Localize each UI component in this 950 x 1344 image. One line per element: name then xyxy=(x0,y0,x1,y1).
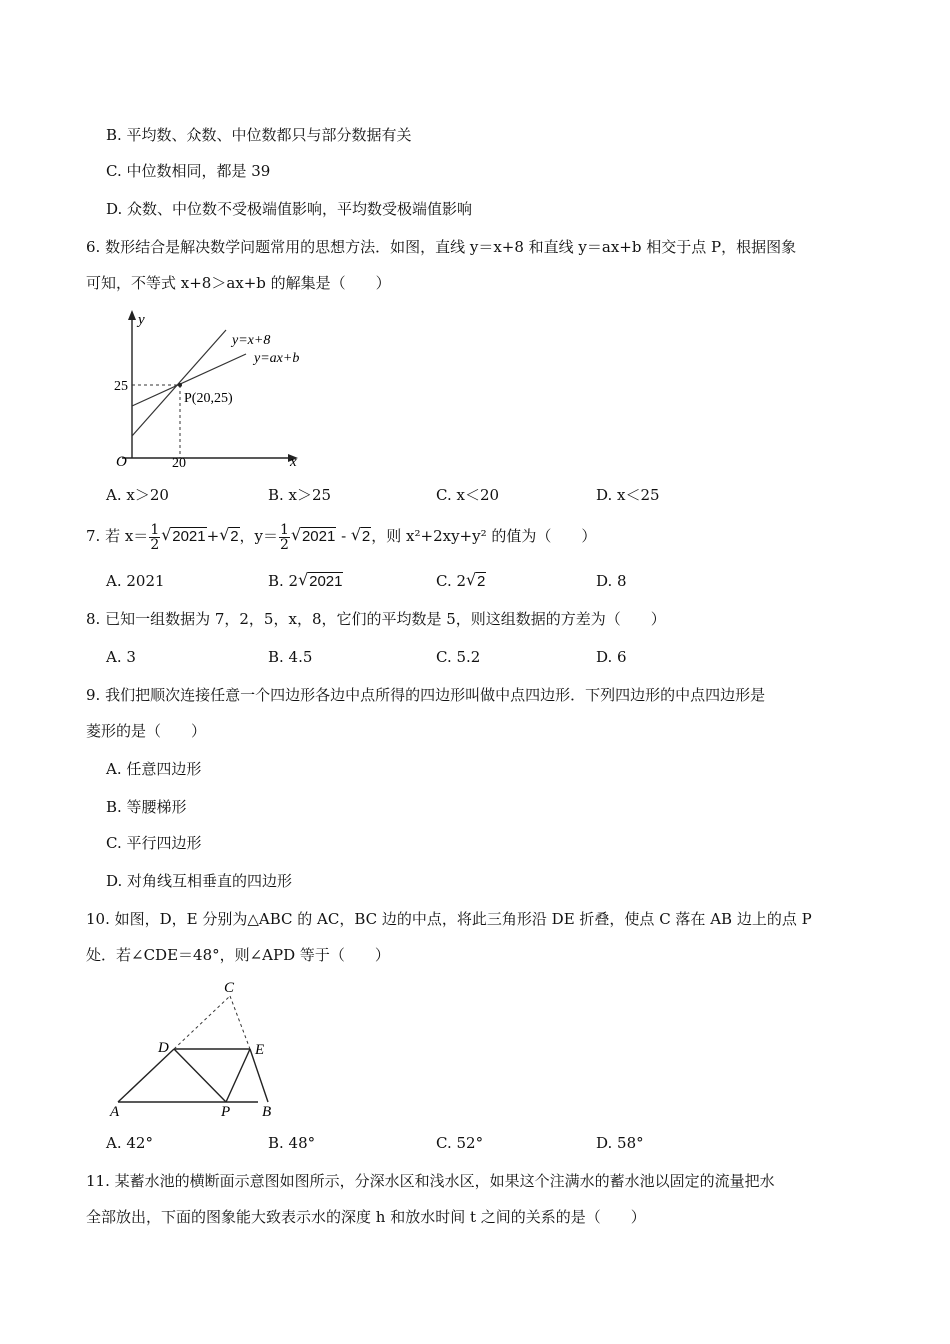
q7-option-b: B. 2√ 2021 xyxy=(268,570,343,593)
q7-suffix: ，则 x²+2xy+y² 的值为（ ） xyxy=(371,527,597,545)
q7-option-a: A. 2021 xyxy=(106,572,165,590)
q8-stem: 8. 已知一组数据为 7，2，5，x，8，它们的平均数是 5，则这组数据的方差为（ ） xyxy=(86,610,666,628)
segment-pe xyxy=(226,1049,250,1102)
q7-stem: 7. 若 x＝ $\frac{1}{2}$ √ 2021+√ 2，y＝ $\frac{1}{2}$ √ 2021 - √ 2，则 x²+2xy+y² 的值为（ ） xyxy=(86,522,596,552)
q6-option-b: B. x＞25 xyxy=(268,486,332,504)
segment-ad xyxy=(118,1049,174,1102)
q5-option-d: D. 众数、中位数不受极端值影响，平均数受极端值影响 xyxy=(106,200,473,218)
q11-stem-line1: 11. 某蓄水池的横断面示意图如图所示，分深水区和浅水区，如果这个注满水的蓄水池以固定的流量把水 xyxy=(86,1172,775,1190)
y-axis-arrow-icon xyxy=(128,310,136,320)
line2-label: y=ax+b xyxy=(254,351,300,366)
q7-sqrt-2021-b: √ 2021 xyxy=(291,522,336,551)
q7-fraction-2: $\frac{1}{2}$ xyxy=(280,521,289,553)
q10-stem-line1: 10. 如图，D，E 分别为△ABC 的 AC，BC 边的中点，将此三角形沿 DE 折叠，使点 C 落在 AB 边上的点 P xyxy=(86,910,812,928)
q10-option-a: A. 42° xyxy=(106,1134,153,1152)
dashed-dc xyxy=(174,996,230,1049)
q10-option-d: D. 58° xyxy=(596,1134,644,1152)
q8-option-d: D. 6 xyxy=(596,648,627,666)
q8-option-a: A. 3 xyxy=(106,648,136,666)
q6-option-a: A. x＞20 xyxy=(106,486,169,504)
q10-option-b: B. 48° xyxy=(268,1134,316,1152)
q7-prefix: 7. 若 x＝ xyxy=(86,527,149,545)
q6-graph-figure xyxy=(108,308,308,472)
q8-option-c: C. 5.2 xyxy=(436,648,481,666)
intersection-point xyxy=(178,383,182,387)
q9-stem-line1: 9. 我们把顺次连接任意一个四边形各边中点所得的四边形叫做中点四边形．下列四边形的中点四边形是 xyxy=(86,686,766,704)
q9-stem-line2: 菱形的是（ ） xyxy=(86,722,207,740)
vertex-label-d: D xyxy=(158,1040,169,1056)
q7-sqrt-2-a: √ 2 xyxy=(219,522,239,551)
q6-stem-line2: 可知，不等式 x+8＞ax+b 的解集是（ ） xyxy=(86,274,391,292)
q8-option-b: B. 4.5 xyxy=(268,648,313,666)
q11-stem-line2: 全部放出，下面的图象能大致表示水的深度 h 和放水时间 t 之间的关系的是（ ） xyxy=(86,1208,646,1226)
x-axis-label: x xyxy=(290,454,297,470)
q7-fraction-1: $\frac{1}{2}$ xyxy=(150,521,160,553)
vertex-label-c: C xyxy=(224,980,235,996)
q9-option-d: D. 对角线互相垂直的四边形 xyxy=(106,872,293,890)
q10-option-c: C. 52° xyxy=(436,1134,484,1152)
vertex-label-a: A xyxy=(110,1104,120,1120)
q5-option-b: B. 平均数、众数、中位数都只与部分数据有关 xyxy=(106,126,412,144)
q7-option-d: D. 8 xyxy=(596,572,627,590)
x-tick-label: 20 xyxy=(172,456,186,471)
q7-option-c: C. 2√ 2 xyxy=(436,570,486,593)
q10-stem-line2: 处．若∠CDE＝48°，则∠APD 等于（ ） xyxy=(86,946,390,964)
q10-triangle-figure xyxy=(106,976,296,1124)
line1-label: y=x+8 xyxy=(232,333,271,348)
q9-option-b: B. 等腰梯形 xyxy=(106,798,187,816)
segment-dp xyxy=(174,1049,226,1102)
origin-label: O xyxy=(116,454,127,470)
vertex-label-e: E xyxy=(255,1042,265,1058)
line-y-x-plus-8 xyxy=(132,330,226,436)
vertex-label-p: P xyxy=(221,1104,231,1120)
q6-option-c: C. x＜20 xyxy=(436,486,500,504)
dashed-ce xyxy=(230,996,250,1049)
q6-option-d: D. x＜25 xyxy=(596,486,660,504)
q9-option-c: C. 平行四边形 xyxy=(106,834,202,852)
y-axis-label: y xyxy=(138,312,145,328)
point-label: P(20,25) xyxy=(184,391,233,406)
q7-sqrt-2-b: √ 2 xyxy=(351,522,371,551)
q6-stem-line1: 6. 数形结合是解决数学问题常用的思想方法．如图，直线 y＝x+8 和直线 y＝ax+b 相交于点 P，根据图象 xyxy=(86,238,797,256)
vertex-label-b: B xyxy=(262,1104,272,1120)
y-tick-label: 25 xyxy=(114,379,128,394)
q5-option-c: C. 中位数相同，都是 39 xyxy=(106,162,271,180)
q9-option-a: A. 任意四边形 xyxy=(106,760,202,778)
q7-sqrt-2021-a: √ 2021 xyxy=(161,522,206,551)
